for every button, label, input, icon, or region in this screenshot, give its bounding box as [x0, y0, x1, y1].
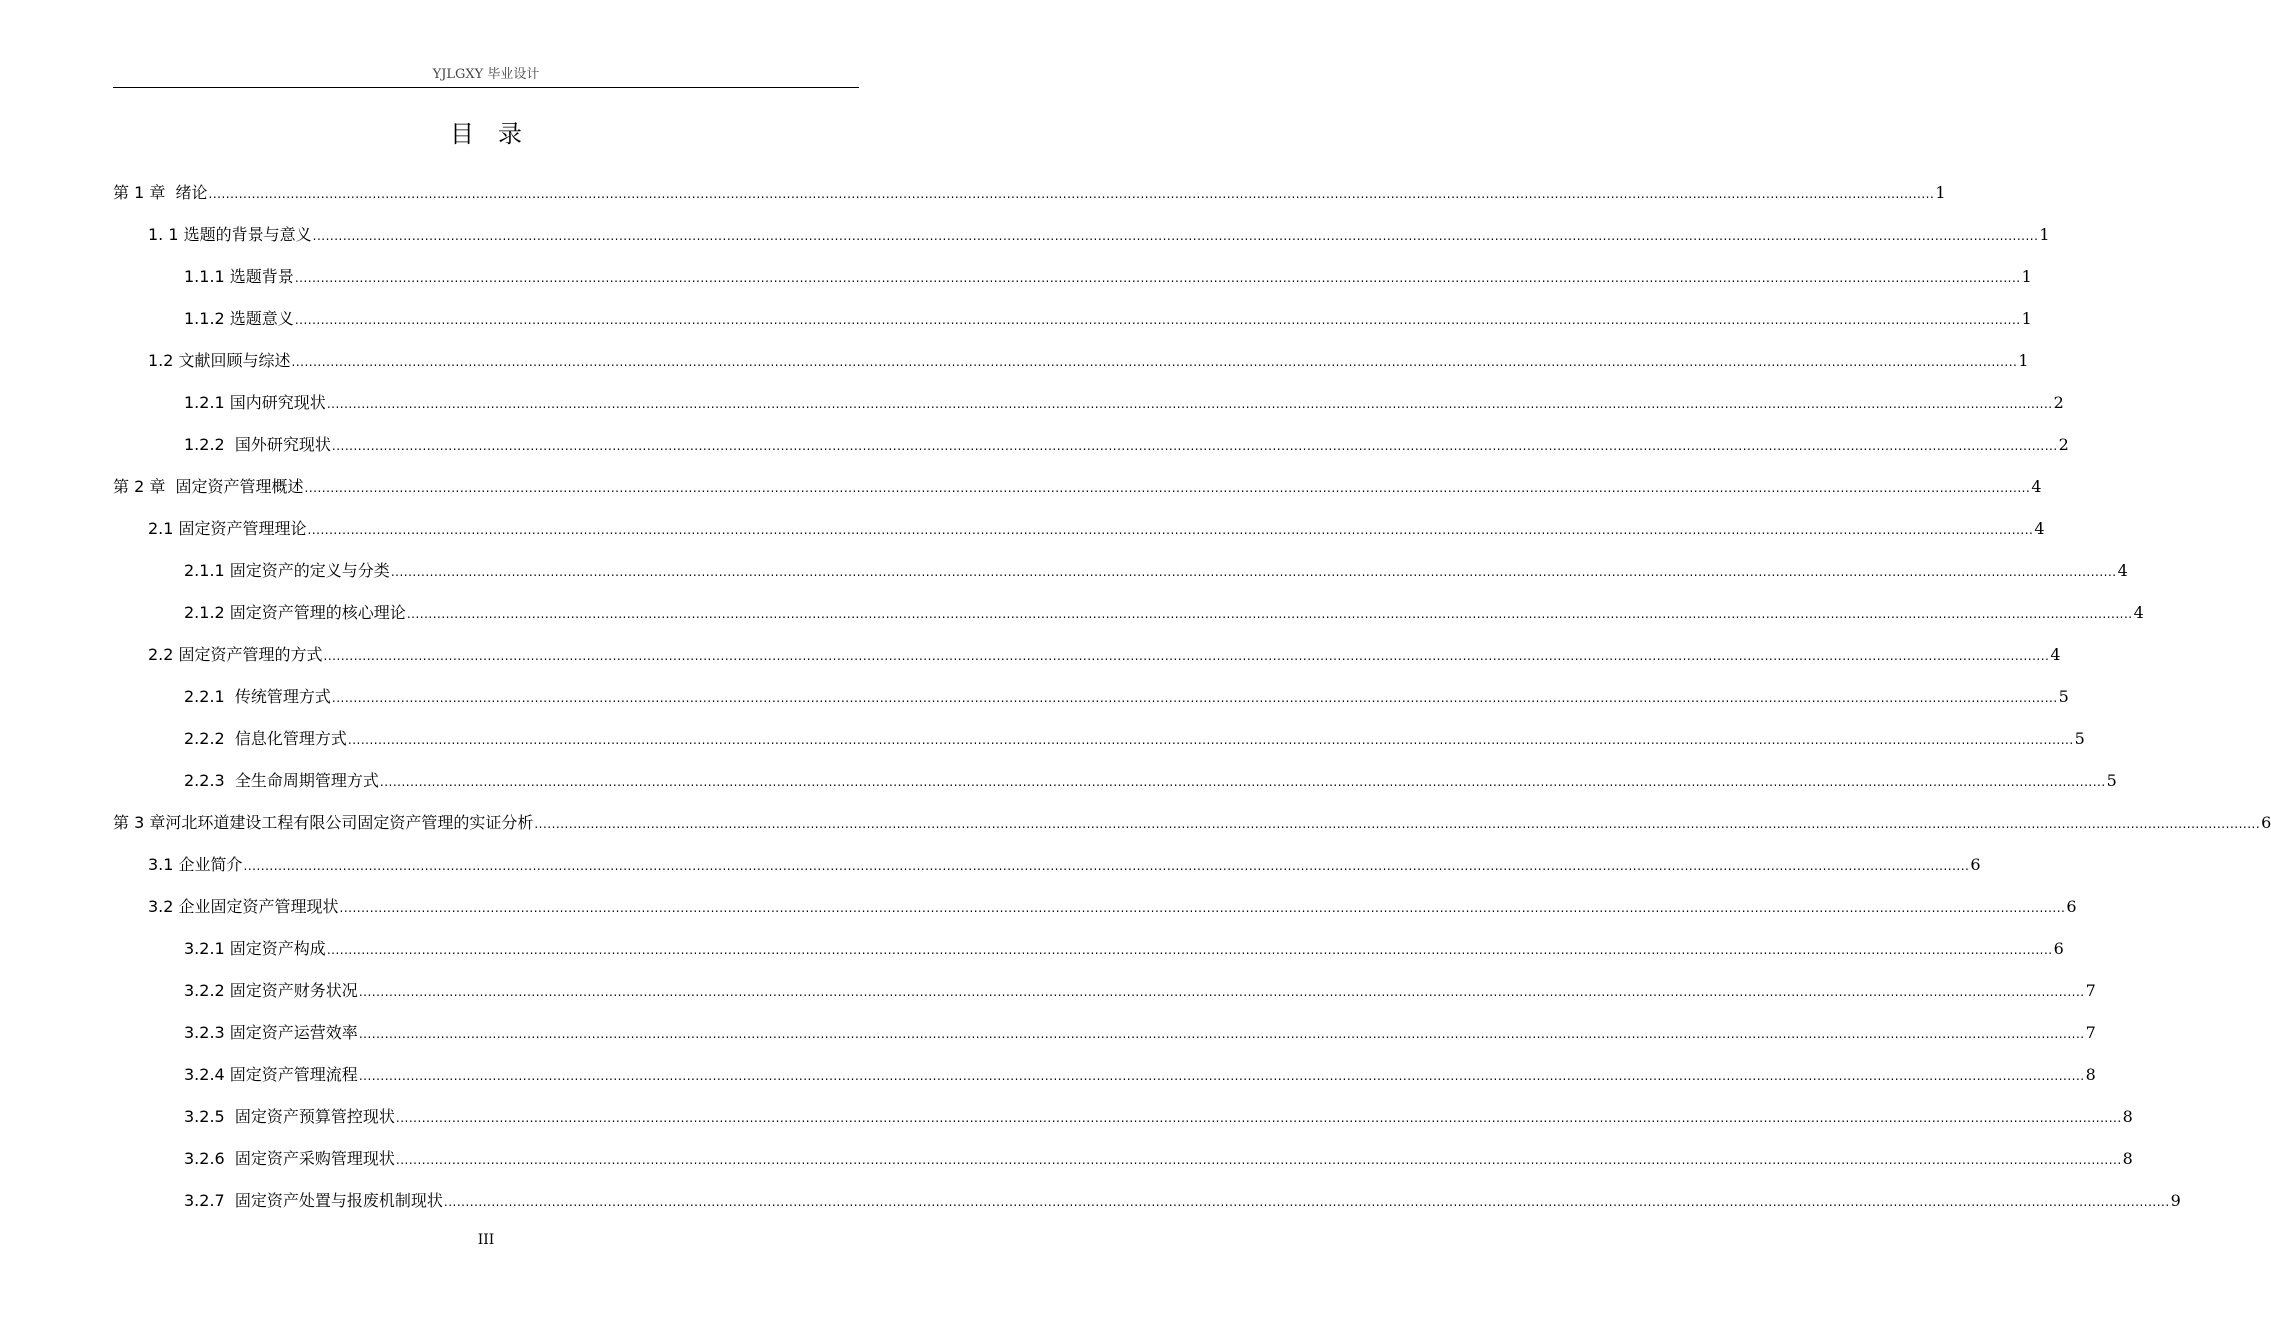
- header-divider: [113, 87, 859, 88]
- toc-entry-title: 2.1 固定资产管理理论: [148, 519, 307, 538]
- dot-leader: ................................................................................................................................................................................................................................................................................................................................................................................................................: [323, 649, 2050, 663]
- dot-leader: ................................................................................................................................................................................................................................................................................................................................................................................................................: [358, 1027, 2085, 1041]
- toc-entry[interactable]: [113, 298, 2032, 340]
- dot-leader: ................................................................................................................................................................................................................................................................................................................................................................................................................: [379, 775, 2106, 789]
- toc-entry-title: 1.1.1 选题背景: [184, 267, 294, 286]
- toc-entry-page: 8: [2122, 1107, 2133, 1126]
- toc-entry[interactable]: [113, 970, 2096, 1012]
- toc-entry-title: 1.2.1 国内研究现状: [184, 393, 326, 412]
- toc-entry-page: 1: [1935, 183, 1946, 202]
- toc-entry-page: 6: [2261, 813, 2271, 832]
- toc-entry[interactable]: [113, 592, 2144, 634]
- toc-entry-page: 8: [2085, 1065, 2096, 1084]
- toc-entry[interactable]: [113, 844, 1981, 886]
- dot-leader: ................................................................................................................................................................................................................................................................................................................................................................................................................: [339, 901, 2066, 915]
- toc-entry-title: 2.2.1 传统管理方式: [184, 687, 331, 706]
- dot-leader: ................................................................................................................................................................................................................................................................................................................................................................................................................: [294, 271, 2021, 285]
- dot-leader: ................................................................................................................................................................................................................................................................................................................................................................................................................: [390, 565, 2117, 579]
- toc-entry-title: 3.2.5 固定资产预算管控现状: [184, 1107, 395, 1126]
- toc-entry-page: 2: [2053, 393, 2064, 412]
- toc-entry[interactable]: [113, 424, 2069, 466]
- toc-entry[interactable]: [113, 676, 2069, 718]
- toc-entry[interactable]: [113, 214, 2050, 256]
- toc-entry[interactable]: [113, 928, 2064, 970]
- dot-leader: ................................................................................................................................................................................................................................................................................................................................................................................................................: [358, 985, 2085, 999]
- toc-entry-page: 9: [2170, 1191, 2181, 1210]
- toc-entry-page: 5: [2058, 687, 2069, 706]
- toc-entry-page: 6: [2066, 897, 2077, 916]
- page-header: YJLGXY 毕业设计: [432, 67, 540, 82]
- toc-entry-page: 2: [2058, 435, 2069, 454]
- toc-entry-title: 1.2.2 国外研究现状: [184, 435, 331, 454]
- toc-entry-title: 3.1 企业简介: [148, 855, 243, 874]
- toc-entry-title: 2.1.1 固定资产的定义与分类: [184, 561, 390, 580]
- toc-entry-title: 1. 1 选题的背景与意义: [148, 225, 312, 244]
- toc-entry[interactable]: [113, 718, 2085, 760]
- page-number: III: [477, 1232, 495, 1248]
- dot-leader: ................................................................................................................................................................................................................................................................................................................................................................................................................: [243, 859, 1970, 873]
- toc-entry[interactable]: [113, 1138, 2133, 1180]
- toc-entry-page: 4: [2050, 645, 2061, 664]
- toc-entry-title: 3.2.7 固定资产处置与报废机制现状: [184, 1191, 443, 1210]
- toc-entry[interactable]: [113, 1096, 2133, 1138]
- toc-entry-page: 4: [2117, 561, 2128, 580]
- toc-entry-page: 4: [2133, 603, 2144, 622]
- toc-entry-title: 1.2 文献回顾与综述: [148, 351, 291, 370]
- toc-entry[interactable]: [113, 508, 2045, 550]
- toc-entry-title: 3.2.4 固定资产管理流程: [184, 1065, 358, 1084]
- toc-entry[interactable]: [113, 172, 1946, 214]
- toc-entry-title: 第 3 章河北环道建设工程有限公司固定资产管理的实证分析: [113, 813, 534, 832]
- toc-entry-title: 3.2.1 固定资产构成: [184, 939, 326, 958]
- toc-entry-page: 7: [2085, 981, 2096, 1000]
- toc-entry-page: 7: [2085, 1023, 2096, 1042]
- dot-leader: ................................................................................................................................................................................................................................................................................................................................................................................................................: [534, 817, 2261, 831]
- dot-leader: ................................................................................................................................................................................................................................................................................................................................................................................................................: [406, 607, 2133, 621]
- toc-entry-page: 4: [2034, 519, 2045, 538]
- toc-entry[interactable]: [113, 550, 2128, 592]
- toc-entry[interactable]: [113, 466, 2042, 508]
- toc-entry-page: 5: [2074, 729, 2085, 748]
- toc-entry-title: 3.2 企业固定资产管理现状: [148, 897, 339, 916]
- toc-entry-title: 第 2 章 固定资产管理概述: [113, 477, 304, 496]
- toc-entry-title: 2.2 固定资产管理的方式: [148, 645, 323, 664]
- toc-entry[interactable]: [113, 340, 2029, 382]
- toc-entry[interactable]: [113, 634, 2061, 676]
- toc-title: 目录: [450, 120, 546, 148]
- toc-entry[interactable]: [113, 1054, 2096, 1096]
- toc-entry[interactable]: [113, 382, 2064, 424]
- toc-entry-page: 8: [2122, 1149, 2133, 1168]
- toc-entry-title: 第 1 章 绪论: [113, 183, 208, 202]
- dot-leader: ................................................................................................................................................................................................................................................................................................................................................................................................................: [326, 943, 2053, 957]
- dot-leader: ................................................................................................................................................................................................................................................................................................................................................................................................................: [358, 1069, 2085, 1083]
- toc-entry-page: 6: [1970, 855, 1981, 874]
- toc-entry-title: 1.1.2 选题意义: [184, 309, 294, 328]
- toc-entry[interactable]: [113, 760, 2117, 802]
- dot-leader: ................................................................................................................................................................................................................................................................................................................................................................................................................: [331, 691, 2058, 705]
- toc-entry-page: 1: [2039, 225, 2050, 244]
- toc-entry-title: 2.1.2 固定资产管理的核心理论: [184, 603, 406, 622]
- toc-entry-page: 1: [2021, 309, 2032, 328]
- dot-leader: ................................................................................................................................................................................................................................................................................................................................................................................................................: [326, 397, 2053, 411]
- toc-entry[interactable]: [113, 1012, 2096, 1054]
- toc-entry-title: 3.2.3 固定资产运营效率: [184, 1023, 358, 1042]
- dot-leader: ................................................................................................................................................................................................................................................................................................................................................................................................................: [307, 523, 2034, 537]
- dot-leader: ................................................................................................................................................................................................................................................................................................................................................................................................................: [312, 229, 2039, 243]
- table-of-contents: [113, 172, 2271, 1222]
- toc-entry-title: 3.2.6 固定资产采购管理现状: [184, 1149, 395, 1168]
- dot-leader: ................................................................................................................................................................................................................................................................................................................................................................................................................: [304, 481, 2031, 495]
- toc-entry-title: 2.2.2 信息化管理方式: [184, 729, 347, 748]
- dot-leader: ................................................................................................................................................................................................................................................................................................................................................................................................................: [395, 1111, 2122, 1125]
- toc-entry-title: 3.2.2 固定资产财务状况: [184, 981, 358, 1000]
- toc-entry[interactable]: [113, 256, 2032, 298]
- toc-entry-page: 1: [2021, 267, 2032, 286]
- toc-entry-page: 5: [2106, 771, 2117, 790]
- toc-entry-title: 2.2.3 全生命周期管理方式: [184, 771, 379, 790]
- dot-leader: ................................................................................................................................................................................................................................................................................................................................................................................................................: [208, 187, 1935, 201]
- dot-leader: ................................................................................................................................................................................................................................................................................................................................................................................................................: [395, 1153, 2122, 1167]
- dot-leader: ................................................................................................................................................................................................................................................................................................................................................................................................................: [331, 439, 2058, 453]
- toc-entry-page: 4: [2031, 477, 2042, 496]
- toc-entry[interactable]: [113, 1180, 2181, 1222]
- toc-entry[interactable]: [113, 886, 2077, 928]
- dot-leader: ................................................................................................................................................................................................................................................................................................................................................................................................................: [347, 733, 2074, 747]
- toc-entry-page: 6: [2053, 939, 2064, 958]
- dot-leader: ................................................................................................................................................................................................................................................................................................................................................................................................................: [294, 313, 2021, 327]
- dot-leader: ................................................................................................................................................................................................................................................................................................................................................................................................................: [291, 355, 2018, 369]
- toc-entry-page: 1: [2018, 351, 2029, 370]
- dot-leader: ................................................................................................................................................................................................................................................................................................................................................................................................................: [443, 1195, 2170, 1209]
- toc-entry[interactable]: [113, 802, 2271, 844]
